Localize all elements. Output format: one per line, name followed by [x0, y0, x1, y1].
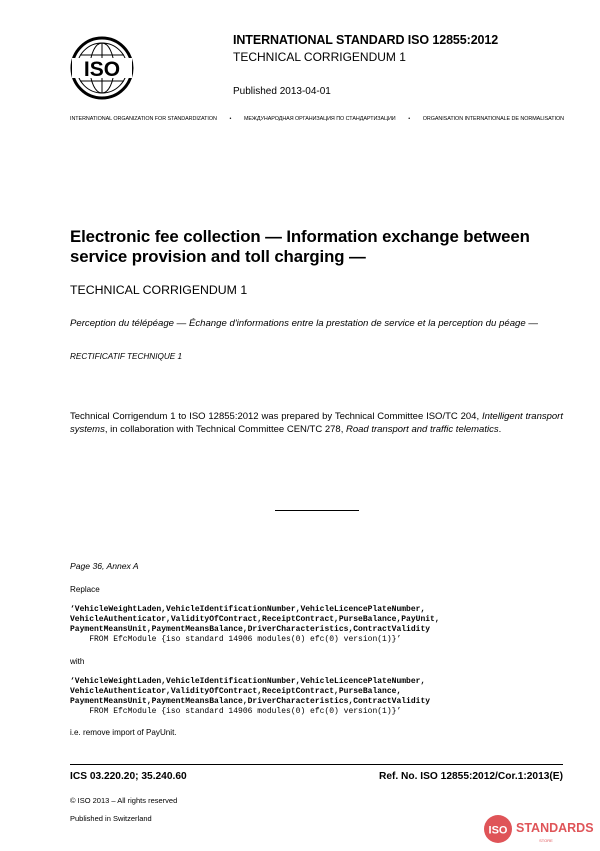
divider [275, 510, 359, 511]
corrigendum-label: TECHNICAL CORRIGENDUM 1 [233, 50, 406, 64]
committee-name: Intelligent transport systems [70, 411, 563, 435]
iso-logo-text: ISO [83, 58, 121, 81]
org-separator: • [408, 116, 411, 122]
intro-paragraph: Technical Corrigendum 1 to ISO 12855:2012 was prepared by Technical Committee ISO/TC 204, Intelligent transport systems, in collaboration with Technical Committee CEN/TC 278, Road transport and traffic telematics. [70, 411, 563, 435]
committee-name: Road transport and traffic telematics [345, 423, 499, 435]
replace-label: Replace [70, 585, 100, 594]
published-date: Published 2013-04-01 [233, 86, 331, 97]
badge-standards-text: STANDARDS [516, 821, 594, 835]
code-line: ‘VehicleWeightLaden,VehicleIdentificationNumber,VehicleLicencePlateNumber, [70, 605, 426, 614]
code-line: VehicleAuthenticator,ValidityOfContract,ReceiptContract,PurseBalance, [70, 687, 402, 696]
code-line: VehicleAuthenticator,ValidityOfContract,ReceiptContract,PurseBalance,PayUnit, [70, 615, 440, 624]
standard-number: INTERNATIONAL STANDARD ISO 12855:2012 [233, 33, 499, 47]
code-line: FROM EfcModule {iso standard 14906 modules(0) efc(0) version(1)}’ [70, 635, 402, 644]
code-line: PaymentMeansUnit,PaymentMeansBalance,DriverCharacteristics,ContractValidity [70, 697, 431, 706]
iso-logo [70, 36, 134, 100]
store-badge-icon [482, 812, 594, 846]
org-name-ru: МЕЖДУНАРОДНАЯ ОРГАНИЗАЦИЯ ПО СТАНДАРТИЗАЦИИ [243, 116, 396, 122]
change-note: i.e. remove import of PayUnit. [70, 728, 177, 737]
document-subtitle: TECHNICAL CORRIGENDUM 1 [70, 283, 248, 297]
french-subtitle: RECTIFICATIF TECHNIQUE 1 [70, 352, 183, 361]
footer-divider [70, 764, 563, 765]
code-block-old [70, 605, 440, 645]
ics-codes: ICS 03.220.20; 35.240.60 [70, 771, 187, 782]
copyright-notice: © ISO 2013 – All rights reserved [70, 796, 178, 805]
badge-iso-text: ISO [488, 824, 508, 837]
org-separator: • [229, 116, 232, 122]
page-reference: Page 36, Annex A [70, 561, 139, 571]
iso-standards-store-badge [482, 812, 594, 846]
published-in: Published in Switzerland [70, 814, 152, 823]
iso-logo-icon [70, 36, 134, 100]
code-line: FROM EfcModule {iso standard 14906 modules(0) efc(0) version(1)}’ [70, 707, 402, 716]
french-title: Perception du télépéage — Échange d'informations entre la prestation de service et la perception du péage — [70, 318, 538, 329]
organization-line [70, 116, 564, 122]
org-name-en: INTERNATIONAL ORGANIZATION FOR STANDARDIZATION [70, 116, 217, 122]
reference-number: Ref. No. ISO 12855:2012/Cor.1:2013(E) [378, 771, 563, 782]
badge-store-text: STORE [539, 838, 553, 843]
code-line: ‘VehicleWeightLaden,VehicleIdentificationNumber,VehicleLicencePlateNumber, [70, 677, 426, 686]
org-name-fr: ORGANISATION INTERNATIONALE DE NORMALISATION [422, 116, 564, 122]
code-block-new [70, 677, 430, 717]
with-label: with [70, 657, 85, 666]
code-line: PaymentMeansUnit,PaymentMeansBalance,DriverCharacteristics,ContractValidity [70, 625, 431, 634]
document-title: Electronic fee collection — Information exchange between service provision and toll charging — [70, 227, 530, 266]
